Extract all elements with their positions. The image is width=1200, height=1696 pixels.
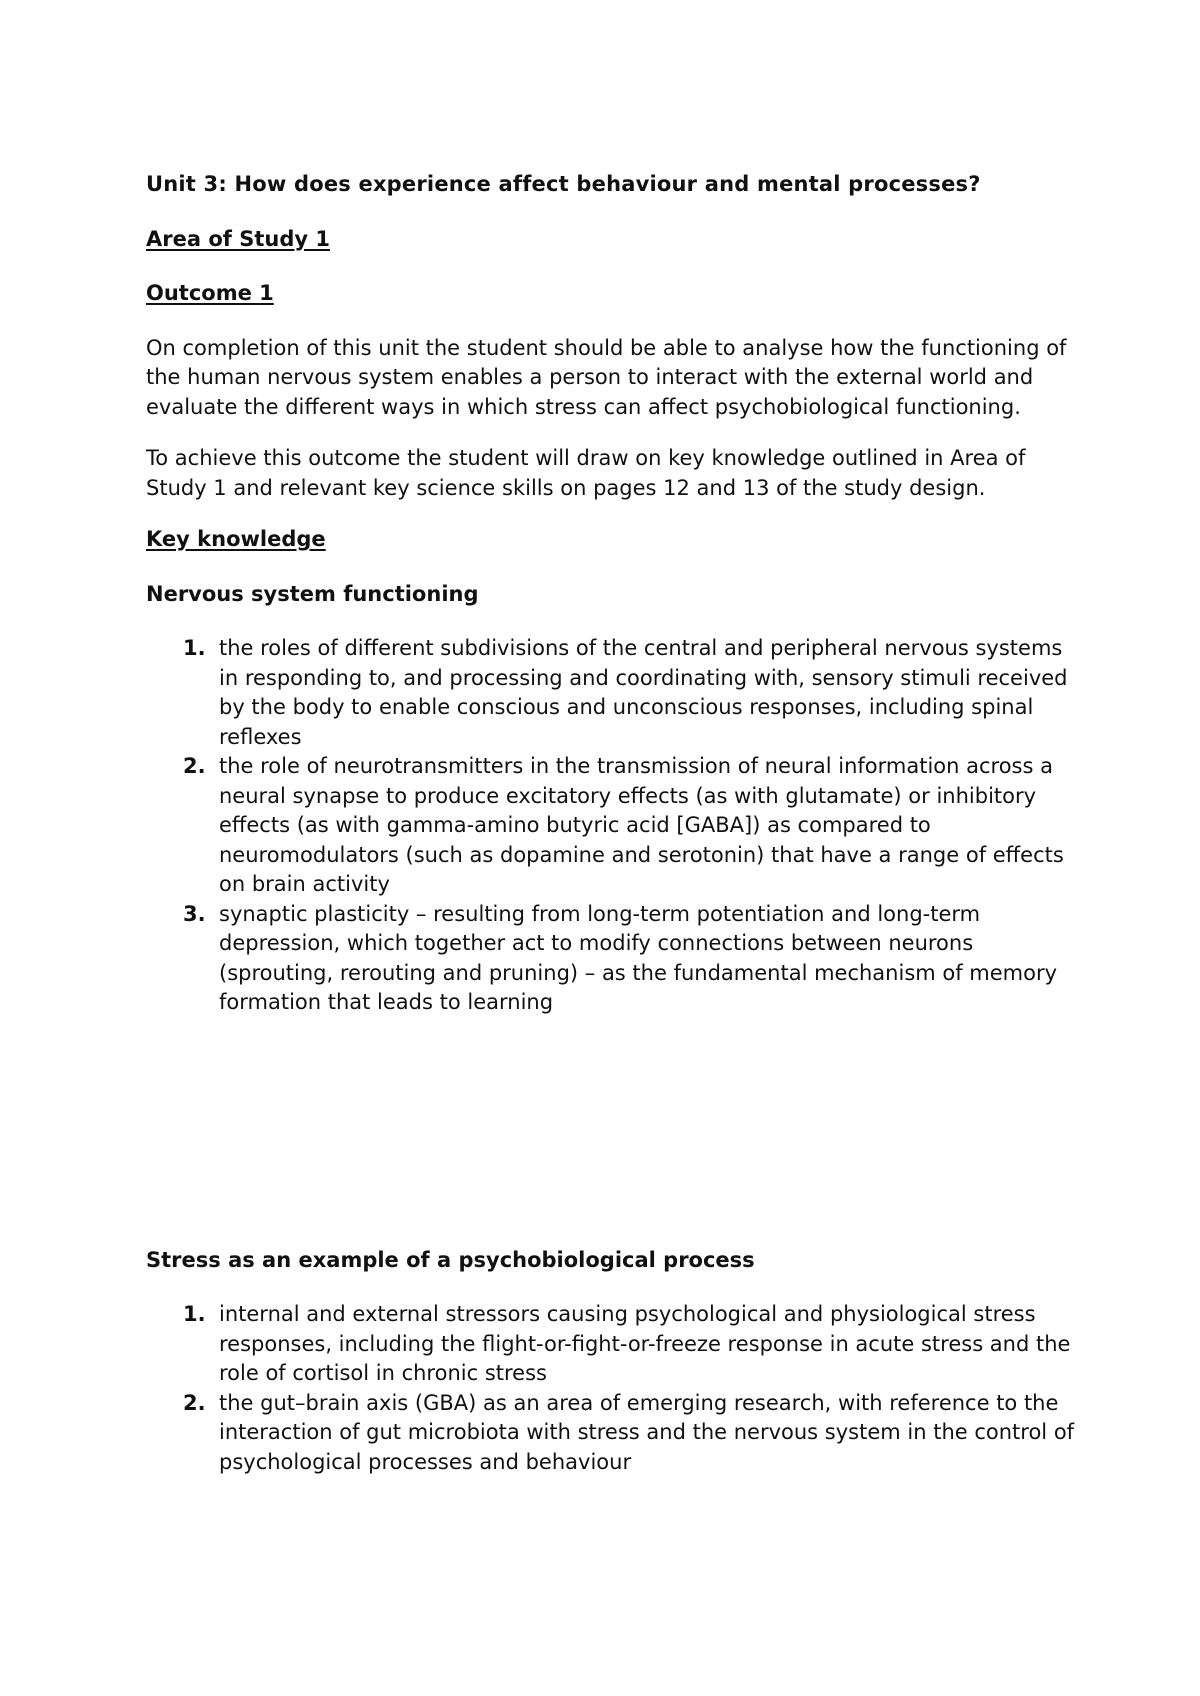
list-item [146, 634, 1076, 752]
list-item-number: 1. [183, 636, 206, 660]
list-item-text: the roles of different subdivisions of the central and peripheral nervous systems in responding to, and processing and coordinating with, sensory stimuli received by the body to enable conscious and unconscious responses, including spinal reflexes [219, 636, 1068, 749]
outcome-paragraph: On completion of this unit the student should be able to analyse how the functioning of the human nervous system enables a person to interact with the external world and evaluate the different ways in which stress can affect psychobiological functioning. [146, 335, 1067, 419]
list-item [146, 752, 1076, 900]
outcome-heading: Outcome 1 [146, 281, 274, 305]
list-item-text: internal and external stressors causing psychological and physiological stress responses, including the flight-or-fight-or-freeze response in acute stress and the role of cortisol in chronic stress [219, 1302, 1071, 1385]
list-item-number: 2. [183, 1390, 206, 1415]
key-knowledge-heading: Key knowledge [146, 527, 326, 551]
stress-list [146, 1300, 1076, 1477]
list-item [146, 1300, 1076, 1389]
section-heading-nervous-system: Nervous system functioning [146, 581, 479, 606]
blank-space [146, 1018, 1076, 1246]
list-item-number: 1. [183, 1302, 206, 1326]
list-item-number: 3. [183, 901, 206, 926]
list-item [146, 1389, 1076, 1478]
list-item-number: 2. [183, 754, 206, 778]
list-item-text: the role of neurotransmitters in the transmission of neural information across a neural synapse to produce excitatory effects (as with glutamate) or inhibitory effects (as with gamma-amino butyric acid [GABA]) as compared to neuromodulators (such as dopamine and serotonin) that have a range of effects on brain activity [219, 754, 1064, 896]
area-of-study-heading: Area of Study 1 [146, 226, 330, 251]
list-item-text: synaptic plasticity – resulting from long-term potentiation and long-term depression, which together act to modify connections between neurons (sprouting, rerouting and pruning) – as the fundamental mechanism of memory formation that leads to learning [219, 901, 1058, 1014]
achieve-paragraph: To achieve this outcome the student will draw on key knowledge outlined in Area of Study 1 and relevant key science skills on pages 12 and 13 of the study design. [146, 446, 1026, 500]
section-heading-stress: Stress as an example of a psychobiological process [146, 1247, 755, 1272]
document-page [146, 170, 1076, 1477]
document-title: Unit 3: How does experience affect behaviour and mental processes? [146, 172, 981, 196]
list-item-text: the gut–brain axis (GBA) as an area of emerging research, with reference to the interaction of gut microbiota with stress and the nervous system in the control of psychological processes and behaviour [219, 1390, 1075, 1474]
nervous-system-list [146, 634, 1076, 1018]
list-item [146, 900, 1076, 1018]
